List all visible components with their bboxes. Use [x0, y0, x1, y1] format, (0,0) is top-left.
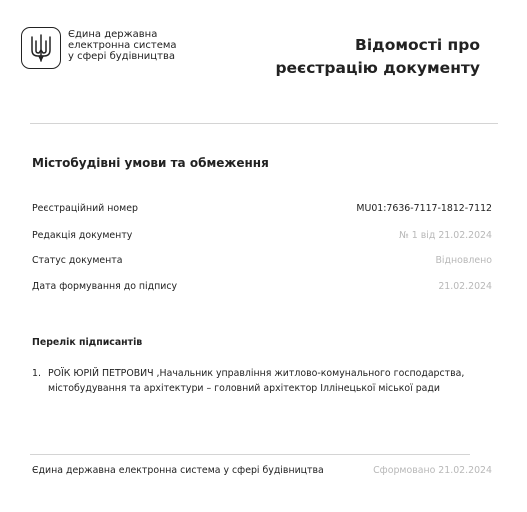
page-title — [275, 34, 480, 80]
page-title-line-1: Відомості про — [355, 36, 480, 54]
field-value: 21.02.2024 — [438, 281, 492, 292]
field-label: Редакція документу — [32, 230, 133, 241]
logo — [21, 27, 61, 69]
field-value: № 1 від 21.02.2024 — [399, 230, 492, 241]
signer-number: 1. — [32, 368, 41, 379]
signer-item — [32, 366, 472, 396]
header-divider — [30, 123, 498, 124]
field-registration-number — [32, 203, 492, 214]
footer-divider — [30, 454, 470, 455]
field-document-status — [32, 255, 492, 266]
field-generation-date — [32, 281, 492, 292]
document-title: Містобудівні умови та обмеження — [32, 156, 269, 170]
footer-system-name: Єдина державна електронна система у сфері будівництва — [32, 465, 324, 476]
field-value: MU01:7636-7117-1812-7112 — [356, 203, 492, 214]
footer-generated-date: Сформовано 21.02.2024 — [373, 465, 492, 476]
field-value: Відновлено — [435, 255, 492, 266]
footer — [32, 465, 492, 476]
page-title-line-2: реєстрацію документу — [275, 59, 480, 77]
org-name-line-2: електронна система — [68, 40, 177, 51]
field-label: Дата формування до підпису — [32, 281, 178, 292]
signers-title: Перелік підписантів — [32, 337, 143, 348]
trident-coat-of-arms-icon — [30, 33, 52, 63]
signer-text: РОЇК ЮРІЙ ПЕТРОВИЧ ,Начальник управління житлово-комунального господарства, містобудування та архітектури – головний архітектор Іллінецької міської ради — [48, 368, 465, 394]
org-name-line-3: у сфері будівництва — [68, 51, 175, 62]
field-document-revision — [32, 230, 492, 241]
org-name-line-1: Єдина державна — [68, 29, 158, 40]
field-label: Реєстраційний номер — [32, 203, 138, 214]
field-label: Статус документа — [32, 255, 123, 266]
org-name — [68, 29, 177, 62]
